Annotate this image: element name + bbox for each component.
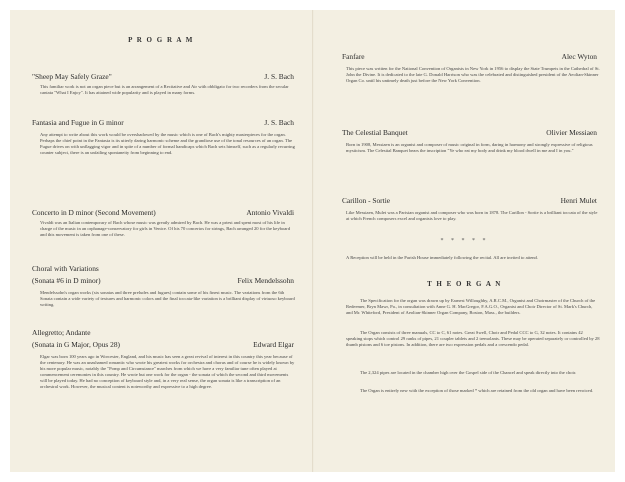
program-sheet bbox=[10, 10, 615, 472]
piece-title: Carillon - Sortie bbox=[342, 196, 391, 205]
piece-composer: Felix Mendelssohn bbox=[237, 276, 294, 285]
organ-paragraph: The Organ consists of three manuals, CC to C, 61 notes. Great Swell, Choir and Pedal CCC to G, 32 notes. It contains 42 speaking stops which control 29 ranks of pipes, 21 coupler tablets and 2 tremolants. These may be operated separately or controlled by 28 thumb pistons and 6 toe pistons. In addition, there are two expression pedals and a crescendo pedal. bbox=[346, 330, 600, 348]
piece-title: The Celestial Banquet bbox=[342, 128, 408, 137]
piece-description: Born in 1908, Messiaen is an organist and composer of music original in form, daring in harmony and strongly expressive of religious mysticism. The Celestial Banquet bears the inscription "Ye who eat my body and drink my blood dwell in me and I in you." bbox=[346, 142, 593, 154]
piece-description: Like Messiaen, Mulet was a Parisian organist and composer who was born in 1878. The Carillon - Sortie is a brilliant toccata of the style at which French composers excel and organists love to play. bbox=[346, 210, 598, 222]
piece-subtitle: (Sonata #6 in D minor) bbox=[32, 276, 101, 285]
piece-description: Mendelssohn's organ works (six sonatas and three preludes and fugues) contain some of his finest music. The variations from the 6th Sonata contain a wide variety of textures and harmonic colors and the final toccata-like variation is a brilliant display of virtuoso keyboard writing. bbox=[40, 290, 295, 308]
reception-note: A Reception will be held in the Parish House immediately following the recital. All are invited to attend. bbox=[346, 255, 538, 260]
piece-subtitle: (Sonata in G Major, Opus 28) bbox=[32, 340, 120, 349]
piece-description: This familiar work is not an organ piece but is an arrangement of a Recitative and Air with obbligato for two recorders from the secular cantata "What I Enjoy". It has attained wide popularity and is played in many forms. bbox=[40, 84, 289, 96]
piece-composer: Antonio Vivaldi bbox=[246, 208, 294, 217]
piece-composer: Olivier Messiaen bbox=[546, 128, 597, 137]
organ-paragraph: The 2,324 pipes are located in the chamber high over the Gospel side of the Chancel and speak directly into the choir. bbox=[360, 370, 577, 375]
piece-composer: Henri Mulet bbox=[560, 196, 597, 205]
organ-paragraph: The Specification for the organ was drawn up by Earnest Willoughby, A.R.C.M., Organist and Choirmaster of the Church of the Redeemer, Bryn Mawr, Pa., in consultation with Anne G. H. MacGregor, F.A.G.O., Organist and Choir Director of St. Mark's Church, and Mr. Whiteford, President of Aeolian-Skinner Organ Company, Boston, Mass., the builders. bbox=[346, 298, 596, 316]
piece-composer: J. S. Bach bbox=[264, 72, 294, 81]
piece-description: Any attempt to write about this work would be overshadowed by the music which is one of Bach's mighty masterpieces for the organ. Perhaps the chief point in the Fantasia is its utterly daring harmonic scheme and the grandiose use of the tonal resources of an organ. The Fugue drives on with unflagging vigor and in spite of a number of formal handicaps which Bach sets himself, such as a regularly recurring counter subject, there is an unfailing spontaneity from beginning to end. bbox=[40, 132, 295, 156]
piece-title: Concerto in D minor (Second Movement) bbox=[32, 208, 156, 217]
organ-paragraph: The Organ is entirely new with the exception of those marked * which are retained from the old organ and have been revoiced. bbox=[360, 388, 594, 393]
star-divider: * * * * * bbox=[440, 238, 489, 244]
piece-composer: J. S. Bach bbox=[264, 118, 294, 127]
organ-heading: T H E O R G A N bbox=[427, 280, 502, 288]
program-heading: P R O G R A M bbox=[128, 36, 194, 44]
piece-title: Allegretto; Andante bbox=[32, 328, 91, 337]
piece-title: "Sheep May Safely Graze" bbox=[32, 72, 112, 81]
piece-description: Vivaldi was an Italian contemporary of Bach whose music was greatly admired by Bach. He was a priest and spent most of his life in charge of the music in an orphanage-conservatory for girls in Venice. Of his 70 concertos for strings, Bach arranged 20 for the keyboard and this movement is taken from one of these. bbox=[40, 220, 291, 238]
piece-title: Choral with Variations bbox=[32, 264, 99, 273]
piece-description: Elgar was born 100 years ago in Worcester, England, and his music has seen a great revival of interest in this country this year because of the centenary. He was an unashamed romantic who wrote his greatest works for orchestra and chorus and of course he is widely known by his more popular music, notably the "Pomp and Circumstance" marches from which we have a very familiar tune often played at commencement ceremonies in this country. He wrote but one work for the organ - the sonata of which the second and third movements will be played today. He had no conception of keyboard style and, in a very real sense, the organ sonata is like a transcription of an orchestral work. However, the musical content is noteworthy and expressive to a high degree. bbox=[40, 354, 295, 390]
piece-composer: Alec Wyton bbox=[561, 52, 597, 61]
piece-composer: Edward Elgar bbox=[253, 340, 294, 349]
piece-title: Fanfare bbox=[342, 52, 365, 61]
piece-description: This piece was written for the National Convention of Organists in New York in 1956 to display the State Trumpets in the Cathedral of St. John the Divine. It is dedicated to the late G. Donald Harrison who was the celebrated and distinguished president of the Aeolian-Skinner Organ Co. until his untimely death just before the New York Convention. bbox=[346, 66, 600, 84]
piece-title: Fantasia and Fugue in G minor bbox=[32, 118, 124, 127]
